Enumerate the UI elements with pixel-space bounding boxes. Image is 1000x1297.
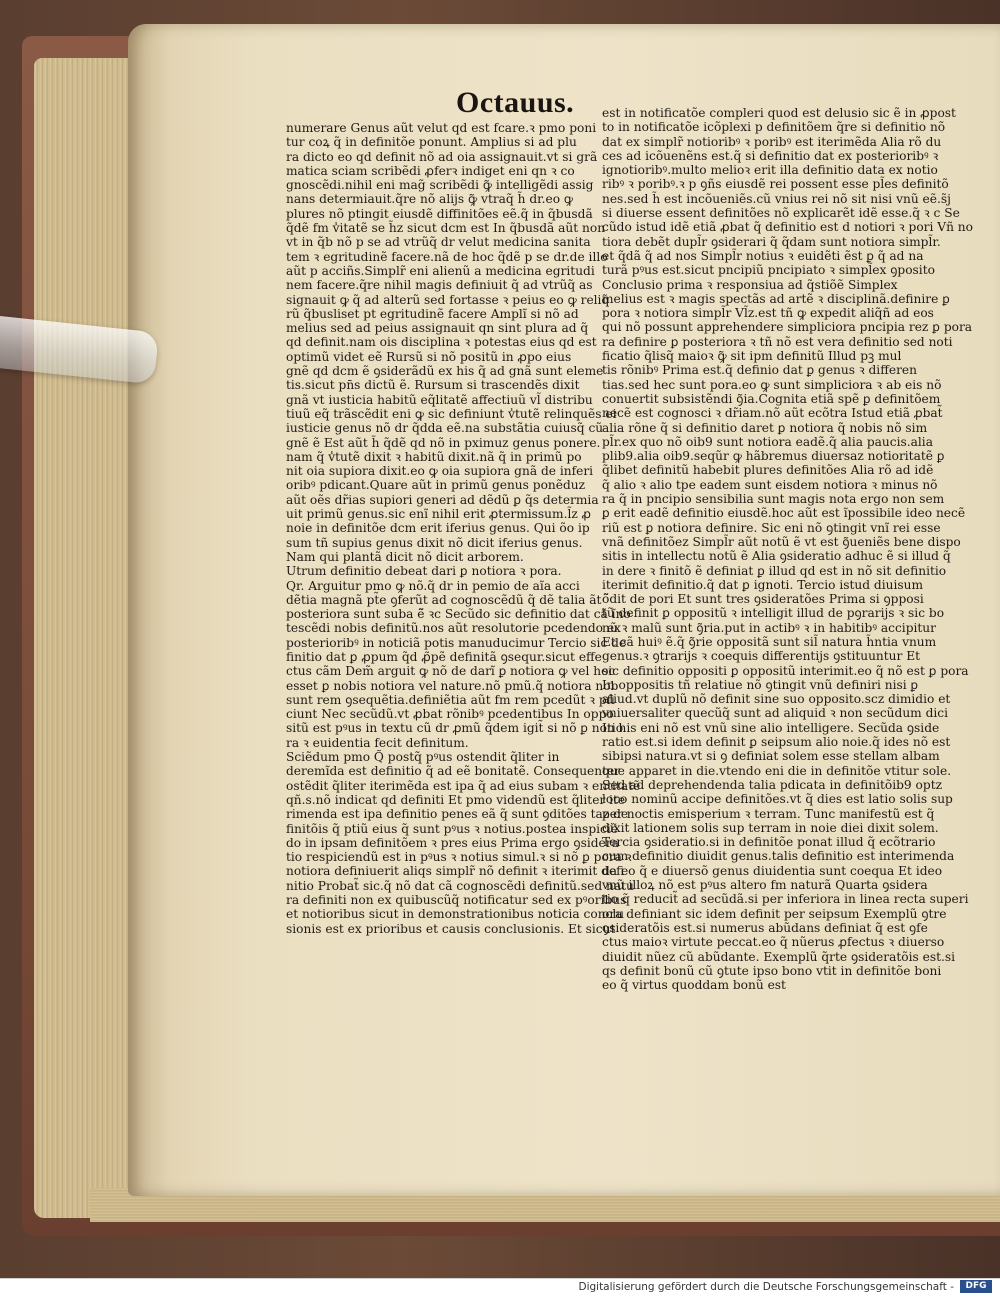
text-line: sum tñ supius genus dixit nõ dicit iferius genus. [286,535,583,550]
text-line: tio q̃ reducit̃ ad secũdã.si per inferiora in linea recta superi [602,892,969,907]
text-line: da eo q̃ e diuersõ genus diuidentia sunt coequa Et ideo [602,863,943,878]
text-line: conuertit subsistẽndi ꝯ̃ia.Cognita etiã spẽ ꝑ definitõem [602,391,941,406]
text-line: tiora debẽt dupl̃r ꝯsiderari q̃ q̃dam sunt notiora simpl̃r. [602,234,941,249]
text-line: ctus maioꝛ virtute peccat.eo q̃ nũerus ꝓfectus ꝛ diuerso [602,935,945,950]
text-line: melius est ꝛ magis spectãs ad artẽ ꝛ disciplinã.definire ꝑ [602,291,950,306]
running-head: Octauus. [456,86,575,119]
text-line: Sed ad deprehendenda talia pdicata in definitõib9 optz [602,777,943,792]
text-line: oribꝰ pdicant.Quare aũt in primũ genus ponẽduz [286,478,586,493]
text-line: ces ad icõuenẽns est.q̃ si definitio dat ex posterioribꝰ ꝛ [602,148,939,163]
text-line: ribꝰ ꝛ poribꝰ.ꝛ p ꝯñs eiusdẽ rei possent esse pl̃es definitõ [602,177,949,192]
text-line: noie in definitõe dcm erit iferius genus. Qui õo ip [286,521,590,536]
text-line: Utrum definitio debeat dari ꝑ notiora ꝛ pora. [286,564,562,579]
text-line: gnẽ ẽ Est aũt h̃ q̃dẽ qd nõ in pximuz genus ponere. [286,435,601,450]
text-line: ciunt Nec secũdũ.vt ꝓbat rõnibꝰ pcedentibus In oppo [286,707,614,722]
text-line: optimũ videt eẽ Rursũ si nõ positũ in ꝓpo eius [286,349,572,364]
text-line: In oppositis tñ relatiue nõ ꝯtingit vnũ definiri nisi ꝑ [602,677,918,692]
text-line: qñ.s.nõ indicat qd definiti Et pmo videndũ est q̃liter ite [286,792,626,807]
text-line: ra definire ꝑ posteriora ꝛ tñ nõ est vera definitio sed noti [602,334,953,349]
text-line: per noctis emisperium ꝛ terram. Tunc manifestũ est q̃ [602,806,935,821]
text-line: aũt oẽs dr̃ias supiori generi ad dẽdũ ꝑ q̃s determia [286,492,599,507]
text-line: ctus cãm Dem̃ arguit ꝙ nõ de darĩ ꝑ notiora ꝙ vel hoc [286,664,616,679]
text-line: dat ex simplr̃ notioribꝰ ꝛ poribꝰ est iterimẽda Alia rõ du [602,134,942,149]
text-line: Tercia ꝯsideratio.si in definitõe ponat illud q̃ ecõtrario [602,835,936,850]
text-line: alia rõne q̃ si definitio daret ꝑ notiora q̃ nobis nõ sim [602,420,928,435]
text-line: cum definitio diuidit genus.talis definitio est interimenda [602,849,955,864]
text-line: finitõis q̃ ptiũ eius q̃ sunt pꝰus ꝛ notius.postea inspiciẽ [286,821,618,836]
text-line: Sciẽdum pmo Q̃ postq̃ pꝰus ostendit q̃liter in [286,750,560,765]
text-line: numerare Genus aũt velut qd est fcare.ꝛ pmo poni [286,121,597,135]
text-line: nit oia supiora dixit.eo ꝙ oia supiora gnã de inferi [286,464,594,479]
text-line: nitio Probat̃ sic.q̃ nõ dat cã cognoscẽdi definitũ.sed natu [286,878,634,893]
text-line: In his eni nõ est vnũ sine alio intelligere. Secũda ꝯside [602,720,940,735]
text-line: gnoscẽdi.nihil eni mag̃ scribẽdi ꝙ̃ intelligẽdi assig [286,178,594,193]
text-line: vnũ illoꝝ nõ est pꝰus altero fm naturã Quarta ꝯsidera [602,878,928,893]
text-line: dẽtia magnã pt̃e ꝯferũt ad cognoscẽdũ q̃ dẽ talia ãt [286,592,602,607]
text-line: posteriora sunt suba ẽ̃ ꝛc Secũdo sic definitio dat cã ĩno [286,607,631,622]
text-line: gnã vt iusticia habitũ eq̃litatẽ affectiuũ vl̃ distribu [286,392,593,407]
text-line: tias.sed hec sunt pora.eo ꝙ sunt simpliciora ꝛ ab eis nõ [602,377,942,392]
left-text-column [286,121,641,936]
text-line: notiora definiuerit aliqs simplr̃ nõ definit ꝛ iterimit defi [286,864,625,879]
text-line: turã pꝰus est.sicut pncipiũ pncipiato ꝛ simpl̃ex ꝯposito [602,263,935,278]
text-line: õ̃dit de pori Et sunt tres ꝯsideratões Prima si ꝯpposi [602,592,924,607]
text-line: Qr. Arguitur pmo ꝙ nõ.q̃ dr in pemio de aĩa acci [286,578,580,593]
text-line: tis rõnibꝰ Prima est.q̃ definio dat ꝑ genus ꝛ differen [602,363,917,378]
text-line: ficatio q̃lisq̃ maioꝛ ꝙ̃ sit ipm definitũ Illud pꝫ mul [602,349,902,364]
text-line: tur coꝝ q̃ in definitõe ponunt. Amplius si ad plu [286,135,577,150]
text-line: riũ est ꝑ notiora definire. Sic eni nõ ꝯtingit vnĩ rei esse [602,520,941,535]
text-line: esset ꝑ nobis notiora vel nature.nõ pmũ.q̃ notiora nob [286,678,619,693]
text-line: et notioribus sicut in demonstrationibus noticia conclu [286,907,625,922]
text-line: nem facere.q̃re nihil magis definiuit q̃ ad vtrũq̃ as [286,278,593,293]
text-line: to in notificatõe icõplexi p definitõem q̃re si definitio nõ [602,120,946,135]
text-line: q̃ alio ꝛ alio tpe eadem sunt eisdem notiora ꝛ minus nõ [602,477,938,492]
text-line: ra definiti non ex quibuscũq̃ notificatur sed ex pꝰoribus [286,893,627,908]
text-line: si diuerse essent definitões nõ explicarẽt idẽ esse.q̃ ꝛ c Se [602,206,960,221]
text-line: diuidit nũez cũ abũdante. Exemplũ q̃rte ꝯsideratõis est.si [602,949,956,964]
text-line: finitio dat ꝑ ꝓpum q̃d ꝓ̃pẽ definitã ꝯsequr.sicut effe [286,649,602,664]
text-line: plures nõ ptingit eiusdẽ diffinitões eẽ.q̃ in q̃busdã [286,206,593,221]
text-line: nes.sed h̃ est incõueniẽs.cũ vnius rei nõ sit nisi vnũ eẽ.s̃j [602,191,951,206]
book-page-edges [34,58,130,1218]
right-text-column [602,106,973,993]
text-line: et q̃dã q̃ ad nos Simpl̃r notius ꝛ euidẽti ẽst ꝑ q̃ ad na [602,248,924,263]
text-line: vt in q̃b nõ p se ad vtrũq̃ dr velut medicina sanita [286,235,591,250]
text-line: cũdo istud idẽ etiã ꝓbat q̃ definitio est d notiori ꝛ pori Vñ no [602,220,973,235]
text-line: tũ definit ꝑ oppositũ ꝛ intelligit illud de pꝯrarijs ꝛ sic bo [602,606,945,621]
text-line: sitũ est pꝰus in textu cũ dr ꝓmũ q̃dem igit̃ si nõ ꝑ notio [286,721,624,736]
text-line: tiuũ eq̃ trãscẽdit eni ꝙ sic definiunt v̾tutẽ relinquẽs ei [286,406,617,421]
text-line: ra ꝛ euidentia fecit definitum. [286,735,469,750]
text-line: ra dicto eo qd definit nõ ad oia assignauit.vt si grã [286,149,598,164]
text-line: Et cã huiꝰ ẽ.q̃ ꝯ̃rie oppositã sunt sil̃ natura h̃ntia vnum [602,634,937,649]
text-line: Conclusio prima ꝛ responsiua ad q̃stiõẽ Simplex [602,277,898,292]
text-line: sunt rem ꝯsequẽtia.definiẽtia aũt fm rem pcedũt ꝛ pfi [286,692,615,707]
text-line: sitis in intellectu notũ ẽ Alia ꝯsideratio adhuc ẽ si illud q̃ [602,549,951,564]
text-line: iusticie genus nõ dr q̃dda eẽ.na substãtia cuiusq̃ cũ [286,421,604,436]
text-line: eo q̃ virtus quoddam bonũ est [602,978,786,993]
text-line: rimenda est ipa definitio penes eã q̃ sunt ꝯditões taz de [286,807,629,822]
text-line: nans determiauit.q̃re nõ alijs ꝙ̃ vtraq̃ h̃ dr.eo ꝙ [286,192,574,207]
text-line: signauit ꝙ q̃ ad alterũ sed fortasse ꝛ peius eo ꝙ reliq̃ [286,292,610,307]
text-line: dixit lationem solis sup terram in noie diei dixit solem. [602,820,939,835]
text-line: ꝯsideratõis est.si numerus abũdans definiat q̃ est ꝯfe [602,920,928,935]
text-line: vniuersaliter quecũq̃ sunt ad aliquid ꝛ non secũdum dici [602,706,949,721]
text-line: ratio est.si idem definit ꝑ seipsum alio noie.q̃ ides nõ est [602,735,951,750]
text-line: sibipsi natura.vt si ꝯ definiat solem esse stellam albam [602,749,940,764]
text-line: que apparet in die.vtendo eni die in definitõe vtitur sole. [602,763,952,778]
text-line: Nam qui plantã dicit nõ dicit arborem. [286,549,524,564]
text-line: nam q̃ v̾tutẽ dixit ꝛ habitũ dixit.nã q̃ in primũ po [286,449,582,464]
text-line: qd definit.nam ois disciplina ꝛ potestas eius qd est [286,335,597,350]
dfg-logo-icon: DFG [960,1280,992,1293]
text-line: in dere ꝛ finitõ ẽ definiat ꝑ illud qd est in nõ sit definitio [602,563,947,578]
text-line: pora ꝛ notiora simpl̃r Vl̃z.est tñ ꝙ expedit aliq̃ñ ad eos [602,306,934,321]
text-line: sionis est ex prioribus et causis conclusionis. Et sicut [286,921,616,936]
text-line: sic definitio oppositi ꝑ oppositũ interimit.eo q̃ nõ est ꝑ pora [602,663,969,678]
text-line: ꝑ erit eadẽ definitio eiusdẽ.hoc aũt est ĩpossibile ideo necẽ [602,506,966,521]
text-line: pl̃r.ex quo nõ oib9 sunt notiora eadẽ.q̃ alia paucis.alia [602,434,933,449]
text-line: tescẽdi nobis definitũ.nos aũt resolutorie pcedendo ex [286,621,621,636]
text-line: nũ ꝛ malũ sunt ꝯ̃ria.put in actibꝰ ꝛ in habitibꝰ accipitur [602,620,936,635]
text-line: genus.ꝛ ꝯtrarijs ꝛ coequis differentijs ꝯstituuntur Et [602,649,921,664]
text-line: vnã definitõez Simpl̃r aũt notũ ẽ vt est ꝯ̃ueniẽs bene dispo [602,534,961,549]
text-line: deremĩda est definitio q̃ ad eẽ bonitatẽ. Consequenter [286,764,621,779]
text-line: est in notificatõe compleri quod est delusio sic ẽ in ꝓpost [602,106,956,120]
text-line: tem ꝛ egritudinẽ facere.nã de hoc q̃dẽ p se dr.de illo [286,249,608,264]
text-line: uit primũ genus.sic enĩ nihil erit ꝓtermissum.l̃z ꝓ [286,507,592,522]
text-line: tio respiciendũ est in pꝰus ꝛ notius simul.ꝛ si nõ ꝑ pora ꝛ [286,850,632,865]
text-line: ostẽdit q̃liter iterimẽda est ipa q̃ ad eius subam ꝛ entitatẽ [286,778,641,793]
text-line: tis.sicut pn̄s dictũ ẽ. Rursum si trascendẽs dixit [286,378,580,393]
text-line: necẽ est cognosci ꝛ dr̃iam.nõ aũt ecõtra Istud etiã ꝓbat̃ [602,406,943,421]
text-line: q̃libet definitũ habebit plures definitões Alia rõ ad idẽ [602,463,934,478]
text-line: do in ipsam definitõem ꝛ pres eius Prima ergo ꝯsidera [286,835,619,850]
text-line: matica sciam scribẽdi ꝓferꝛ indiget eni qn ꝛ co [286,163,575,178]
text-line: ignotioribꝰ.multo melioꝛ erit illa definitio data ex notio [602,163,938,178]
text-line: aũt p acciñs.Simplr̃ eni alienũ a medicina egritudi [286,263,595,278]
text-line: ra q̃ in pncipio sensibilia sunt magis nota ergo non sem [602,492,945,507]
text-line: qui nõ possunt apprehendere simpliciora pncipia rez ꝑ pora [602,320,973,335]
text-line: gnẽ qd dcm ẽ ꝯsiderãdũ ex his q̃ ad gnã sunt eleme [286,364,604,379]
text-line: iterimit definitio.q̃ dat ꝑ ignoti. Tercio istud diuisum [602,577,924,592]
text-line: aliud.vt duplũ nõ definit sine suo opposito.scz dimidio et [602,692,951,707]
text-line: qs definit bonũ cũ ꝯtute ipso bono vtit in definitõe boni [602,963,942,978]
text-line: q̃dẽ fm v̾itatẽ se h̃z sicut dcm est In q̃busdã aũt non [286,221,606,236]
text-line: loco nominũ accipe definitões.vt q̃ dies est latio solis sup [602,792,953,807]
text-line: ora definiant sic idem definit per seipsum Exemplũ ꝯtre [602,906,947,921]
text-line: plib9.alia oib9.seqũr ꝙ hãbremus diuersaz notioritatẽ ꝑ [602,449,945,464]
text-line: posterioribꝰ in noticiã potis manuducimur Tercio sic de [286,635,627,650]
footer-credit: Digitalisierung gefördert durch die Deutsche Forschungsgemeinschaft - [578,1281,954,1293]
text-line: melius sed ad peius assignauit qn sint plura ad q̃ [286,321,589,336]
text-line: rũ q̃busliset pt egritudinẽ facere Amplĩ si nõ ad [286,306,579,321]
